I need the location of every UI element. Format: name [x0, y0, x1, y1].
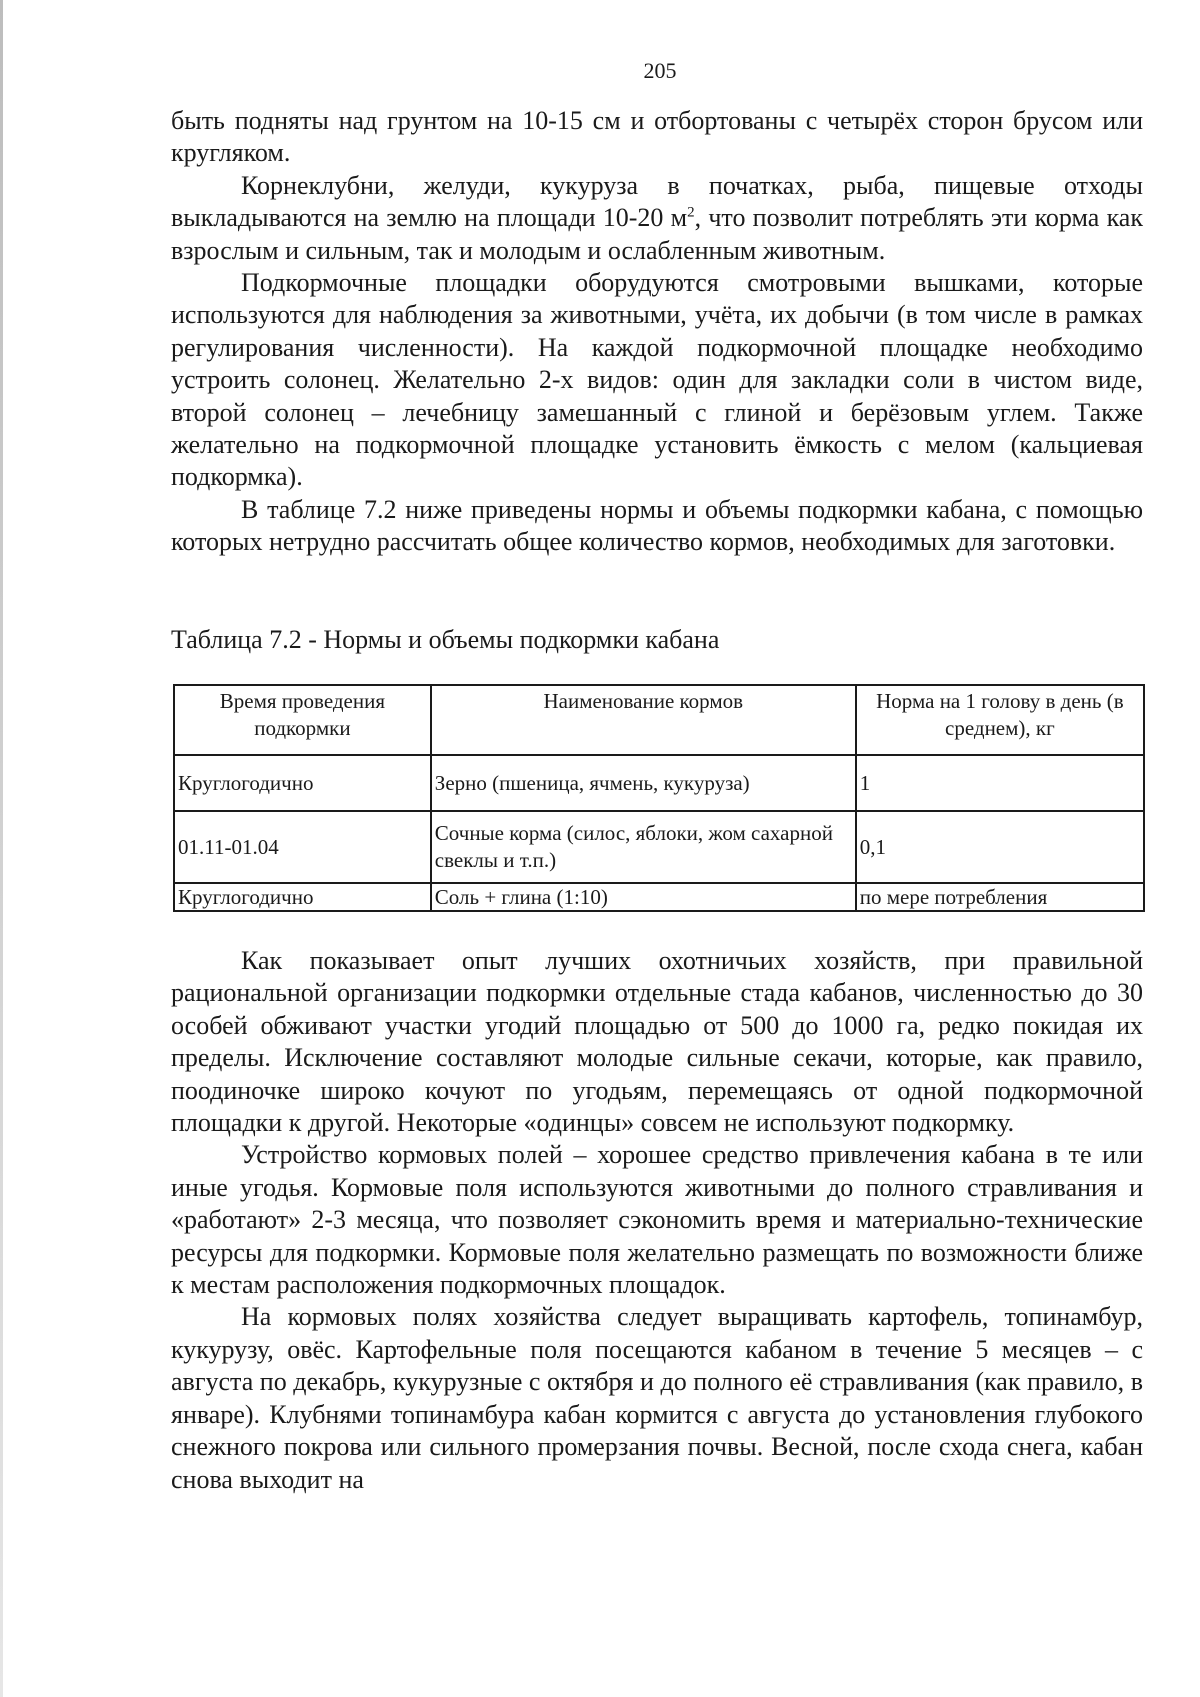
paragraph-text: , что позволит потреблять эти корма как взрослым и сильным, так и молодым и ослабленным животным.: [171, 203, 1143, 265]
paragraph-feed-placement: [171, 170, 1143, 267]
paragraph-herd-territory: Как показывает опыт лучших охотничьих хозяйств, при правильной рациональной организации подкормки отдельные стада кабанов, численностью до 30 особей обживают участки угодий площадью от 500 до 1000 га, редко покидая их пределы. Исключение составляют молодые сильные секачи, которые, как правило, поодиночке широко кочуют по угодьям, перемещаясь от одной подкормочной площадки к другой. Некоторые «одинцы» совсем не используют подкормку.: [171, 946, 1143, 1138]
table-caption: Таблица 7.2 - Нормы и объемы подкормки кабана: [171, 625, 720, 654]
table-cell: 01.11-01.04: [174, 811, 431, 883]
scan-edge: [0, 0, 3, 1697]
table-cell: 1: [856, 755, 1144, 811]
table-header-cell: Наименование кормов: [431, 685, 856, 755]
table-cell: 0,1: [856, 811, 1144, 883]
table-cell: Сочные корма (силос, яблоки, жом сахарной свеклы и т.п.): [431, 811, 856, 883]
paragraph-feed-fields: Устройство кормовых полей – хорошее средство привлечения кабана в те или иные угодья. Кормовые поля используются животными до полного стравливания и «работают» 2-3 месяца, что позволяет сэкономить время и материально-технические ресурсы для подкормки. Кормовые поля желательно размещать по возможности ближе к местам расположения подкормочных площадок.: [171, 1140, 1143, 1300]
paragraph-feeding-sites: Подкормочные площадки оборудуются смотровыми вышками, которые используются для наблюдения за животными, учёта, их добычи (в том числе в рамках регулирования численности). На каждой подкормочной площадке необходимо устроить солонец. Желательно 2-х видов: один для закладки соли в чистом виде, второй солонец – лечебницу замешанный с глиной и берёзовым углем. Также желательно на подкормочной площадке установить ёмкость с мелом (кальциевая подкормка).: [171, 268, 1143, 492]
table-row: [174, 883, 1144, 911]
paragraph-text: Корнеклубни, желуди, кукуруза в початках, рыба, пищевые отходы выкладываются на землю на площади 10-20 м: [171, 170, 1143, 233]
paragraph-table-reference: В таблице 7.2 ниже приведены нормы и объемы подкормки кабана, с помощью которых нетрудно рассчитать общее количество кормов, необходимых для заготовки.: [171, 494, 1143, 557]
table-cell: Зерно (пшеница, ячмень, кукуруза): [431, 755, 856, 811]
page-number: 205: [643, 58, 677, 83]
superscript: 2: [687, 204, 695, 221]
table-cell: Круглогодично: [174, 755, 431, 811]
table-row: [174, 755, 1144, 811]
paragraph-field-crops: На кормовых полях хозяйства следует выращивать картофель, топинамбур, кукурузу, овёс. Картофельные поля посещаются кабаном в течение 5 месяцев – с августа по декабрь, кукурузные с октября и до полного её стравливания (как правило, в январе). Клубнями топинамбура кабан кормится с августа до установления глубокого снежного покрова или сильного промерзания почвы. Весной, после схода снега, кабан снова выходит на: [171, 1302, 1143, 1494]
table-header-cell: Норма на 1 голову в день (в среднем), кг: [856, 685, 1144, 755]
feeding-norms-table: [173, 684, 1145, 912]
table-row: [174, 811, 1144, 883]
table-cell: по мере потребления: [856, 883, 1144, 911]
table-cell: Круглогодично: [174, 883, 431, 911]
table-header-row: [174, 685, 1144, 755]
table-cell: Соль + глина (1:10): [431, 883, 856, 911]
body-text: [171, 945, 1143, 1496]
table-header-cell: Время проведения подкормки: [174, 685, 431, 755]
intro-text: [171, 105, 1143, 559]
paragraph-continuation: быть подняты над грунтом на 10-15 см и отбортованы с четырёх сторон брусом или кругляком.: [171, 106, 1143, 168]
